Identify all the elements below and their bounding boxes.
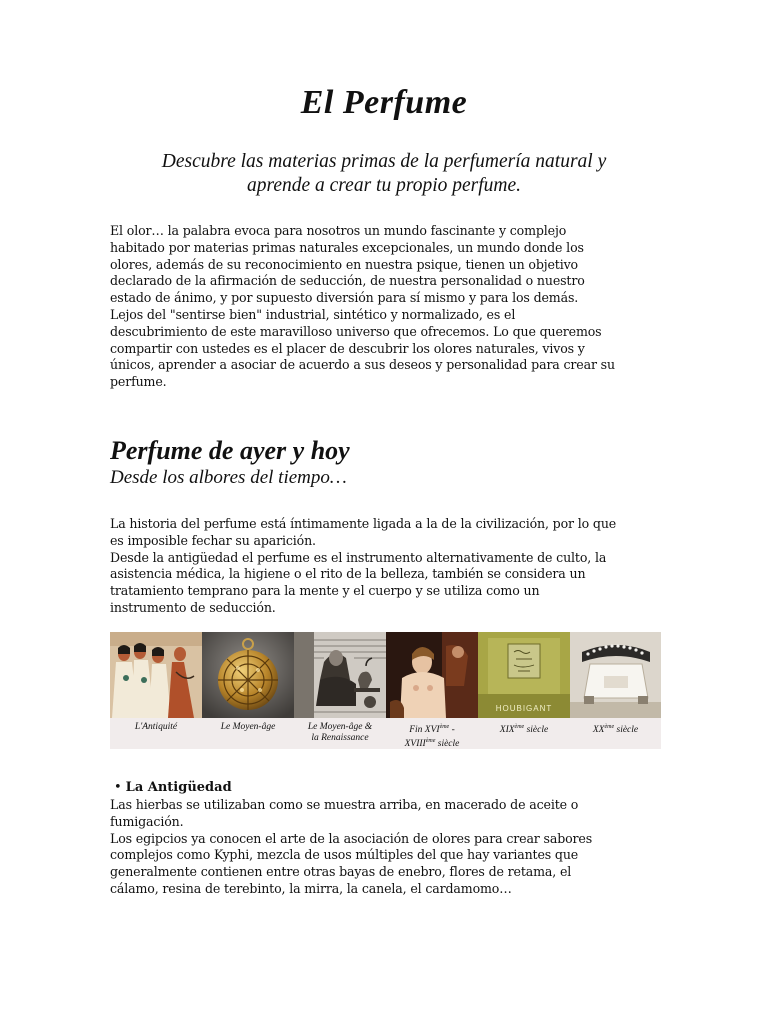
- caption-superscript: ème: [514, 724, 525, 730]
- page-subtitle: [100, 150, 668, 198]
- text-line: tratamiento temprano para la mente y el cuerpo y se utiliza como un: [110, 583, 540, 599]
- text-line: es imposible fechar su aparición.: [110, 532, 316, 548]
- text-line: Desde la antigüedad el perfume es el instrumento alternativamente de culto, la: [110, 549, 607, 565]
- caption-text: XVIII: [404, 739, 426, 750]
- caption-text: Fin XVI: [409, 725, 440, 736]
- intro-paragraph: [110, 223, 670, 391]
- text-line: habitado por materias primas naturales excepcionales, un mundo donde los: [110, 239, 584, 255]
- text-line: complejos como Kyphi, mezcla de usos múltiples del que hay variantes que: [110, 847, 579, 863]
- subtitle-line: Descubre las materias primas de la perfumería natural y: [161, 151, 607, 172]
- caption-text: siècle: [524, 725, 549, 736]
- caption-text: XIX: [499, 725, 515, 736]
- subtitle-line: aprende a crear tu propio perfume.: [246, 175, 522, 196]
- caption-text: Le Moyen-âge &: [307, 722, 373, 732]
- section-subheading: Desde los albores del tiempo…: [110, 467, 347, 488]
- caption-superscript: ème: [604, 724, 615, 730]
- houbigant-label: HOUBIGANT: [495, 704, 553, 713]
- text-line: perfume.: [110, 374, 167, 390]
- section-heading: Perfume de ayer y hoy: [110, 436, 350, 465]
- page-title: El Perfume: [300, 84, 468, 121]
- timeline-caption: [202, 722, 294, 748]
- timeline-caption: [478, 722, 570, 748]
- timeline-caption: [294, 722, 386, 748]
- caption-text: siècle: [435, 739, 460, 750]
- timeline-caption: [570, 722, 661, 748]
- text-line: declarado de la afirmación de seducción, de nuestra personalidad o nuestro: [110, 273, 585, 289]
- text-line: cálamo, resina de terebinto, la mirra, la canela, el cardamomo…: [110, 880, 512, 896]
- text-line: instrumento de seducción.: [110, 599, 276, 615]
- houbigant-box-image: [478, 632, 570, 718]
- egyptian-fresco-image: [110, 632, 202, 718]
- text-line: Las hierbas se utilizaban como se muestra arriba, en macerado de aceite o: [110, 797, 579, 812]
- text-line: Los egipcios ya conocen el arte de la asociación de olores para crear sabores: [110, 830, 593, 846]
- caption-text: L'Antiquité: [134, 722, 178, 732]
- text-line: estado de ánimo, y por supuesto diversión para sí mismo y para los demás.: [110, 290, 579, 306]
- history-paragraph: [110, 516, 670, 617]
- bullet-heading: [114, 780, 232, 795]
- caption-text: la Renaissance: [311, 733, 369, 743]
- text-line: asistencia médica, la higiene o el rito de la belleza, también se considera un: [110, 566, 586, 582]
- timeline-image-strip: [110, 632, 661, 749]
- text-line: El olor… la palabra evoca para nosotros un mundo fascinante y complejo: [110, 223, 567, 238]
- caption-text: Le Moyen-âge: [220, 722, 276, 732]
- text-line: Lejos del "sentirse bien" industrial, sintético y normalizado, es el: [110, 306, 516, 322]
- alchemist-engraving-image: [294, 632, 386, 718]
- text-line: únicos, aprender a asociar de acuerdo a sus deseos y personalidad para crear su: [110, 357, 615, 373]
- renaissance-painting-image: [386, 632, 478, 718]
- perfume-organ-image: [570, 632, 661, 718]
- pomander-image: [202, 632, 294, 718]
- caption-superscript: ème: [439, 724, 450, 730]
- caption-text: XX: [592, 725, 605, 736]
- caption-text: -: [449, 725, 455, 736]
- caption-text: siècle: [614, 725, 639, 736]
- caption-superscript: ème: [425, 738, 436, 745]
- timeline-caption: [386, 722, 478, 748]
- text-line: olores, además de su reconocimiento en nuestra psique, tienen un objetivo: [110, 256, 578, 272]
- text-line: generalmente contienen entre otras bayas de enebro, flores de retama, el: [110, 864, 572, 880]
- timeline-caption: [110, 722, 202, 748]
- text-line: compartir con ustedes es el placer de descubrir los olores naturales, vivos y: [110, 340, 585, 356]
- text-line: descubrimiento de este maravilloso universo que ofrecemos. Lo que queremos: [110, 323, 602, 339]
- antiquity-paragraph: [110, 797, 670, 898]
- bullet-heading-text: La Antigüedad: [125, 780, 232, 795]
- bullet-dot-icon: •: [114, 780, 122, 795]
- text-line: fumigación.: [110, 813, 184, 829]
- text-line: La historia del perfume está íntimamente ligada a la de la civilización, por lo que: [110, 516, 617, 531]
